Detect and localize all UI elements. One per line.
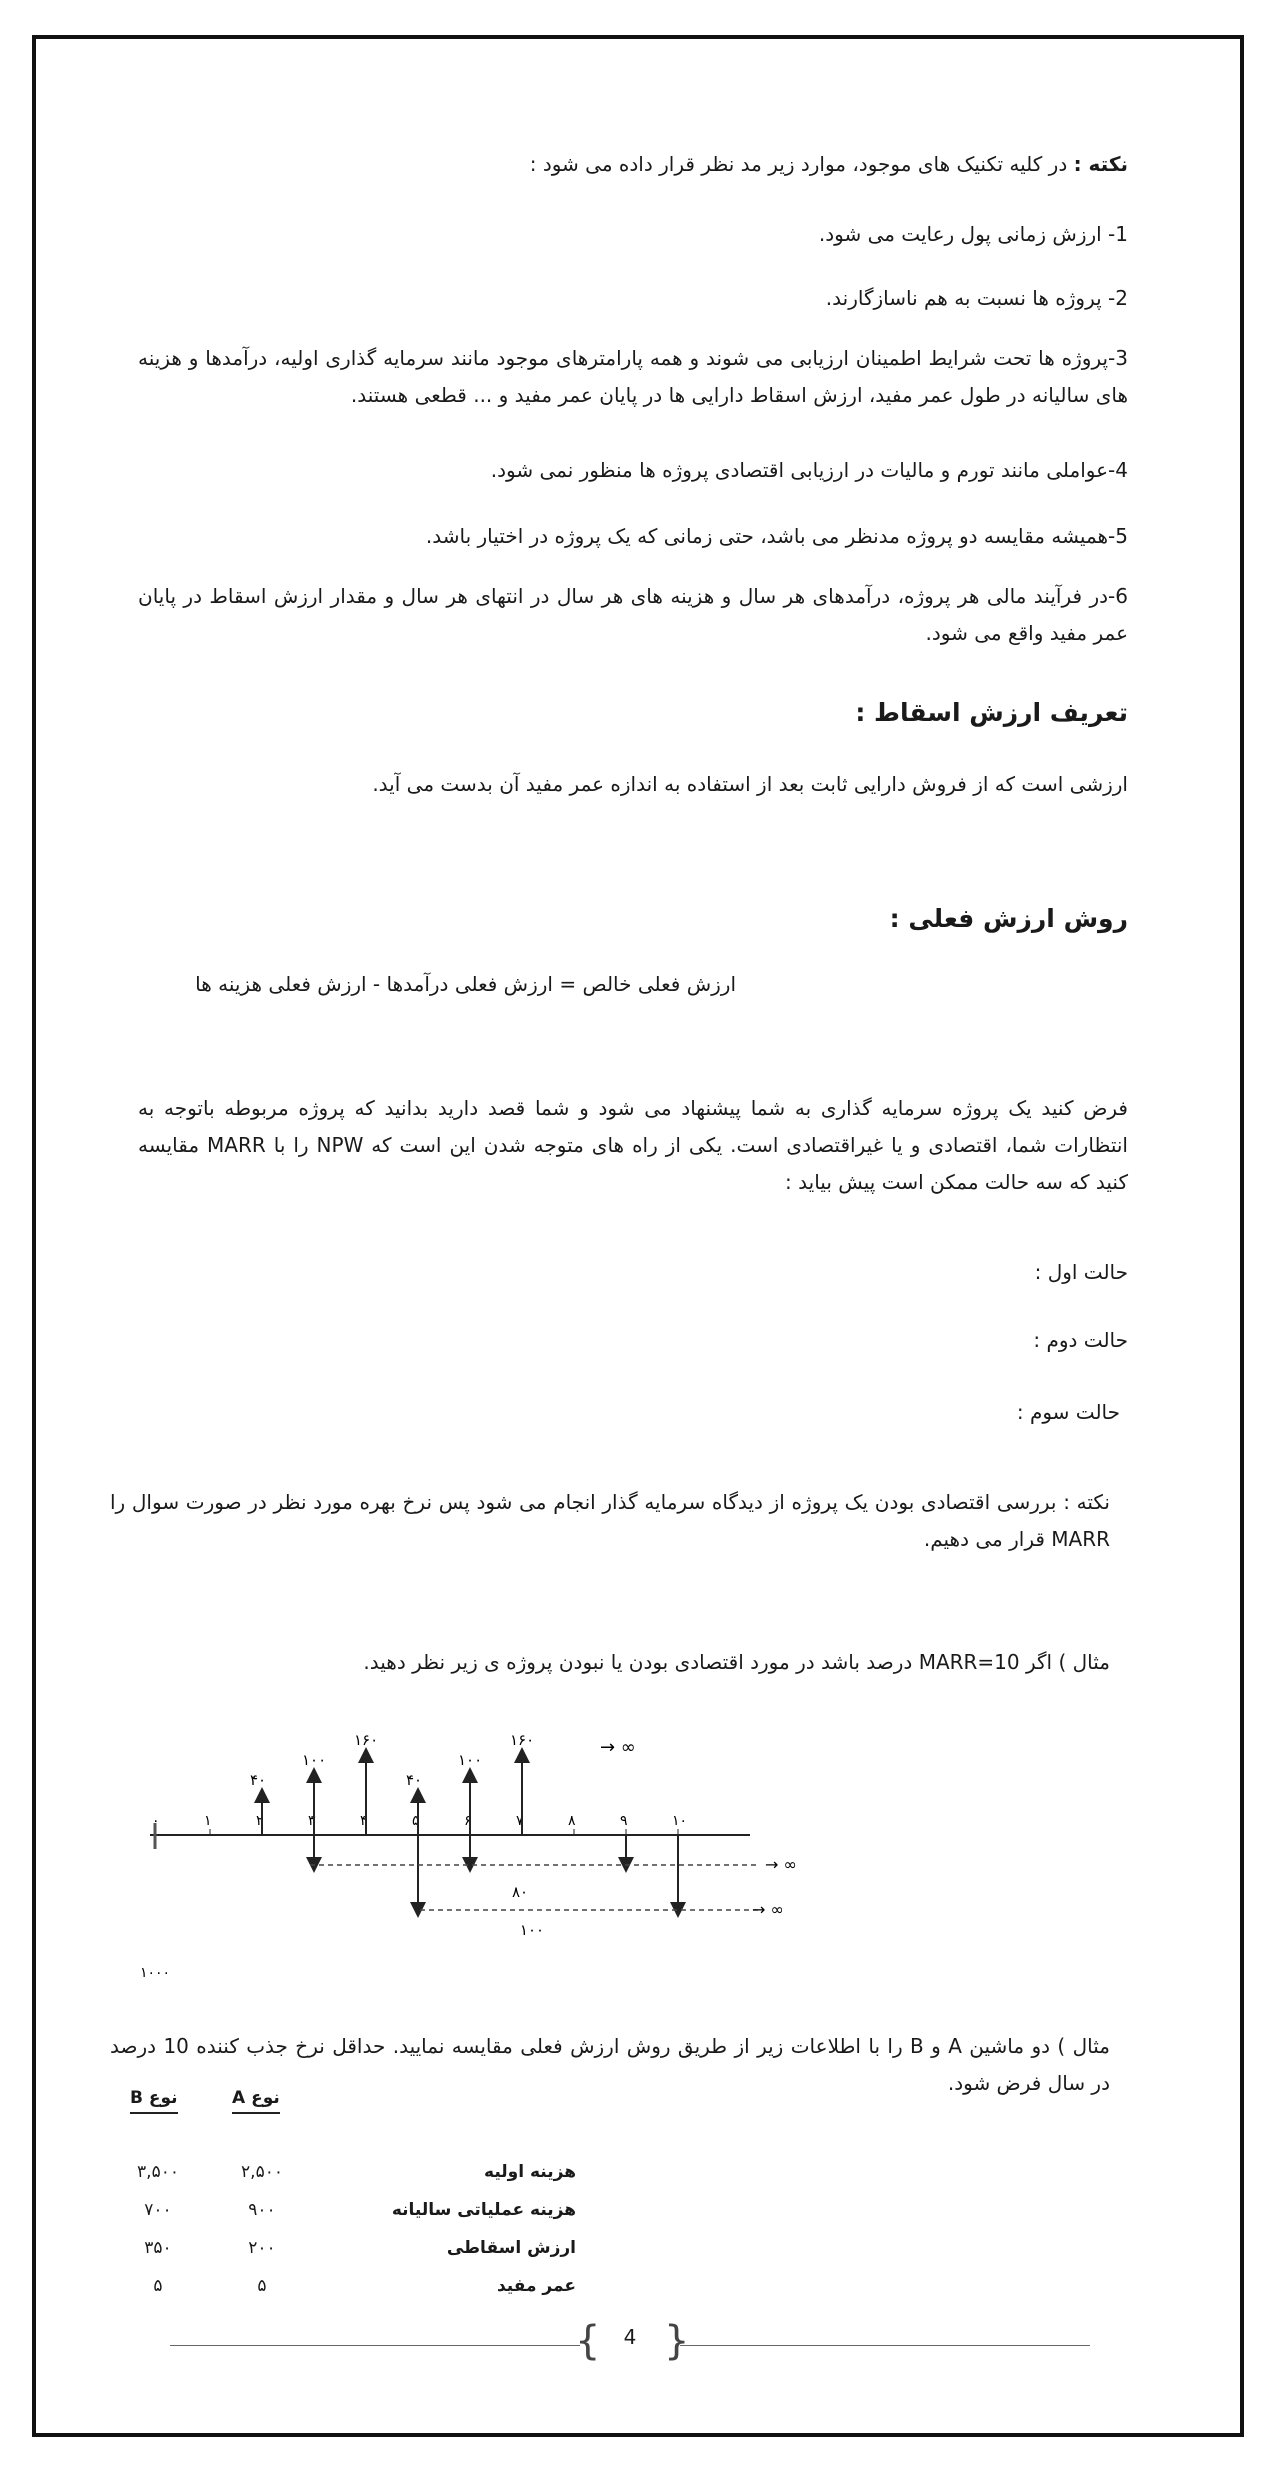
cell-b: ۷۰۰ [144,2200,172,2220]
inf-label-low: → ∞ [752,1900,784,1919]
note-item-4: 4-عواملی مانند تورم و مالیات در ارزیابی اقتصادی پروژه ها منظور نمی شود. [490,458,1128,482]
income-label: ۴۰ [406,1771,423,1789]
year-label: ۰ [152,1813,160,1829]
cell-b: ۵ [153,2276,163,2296]
cell-b: ۳,۵۰۰ [137,2162,179,2182]
row-label: ارزش اسقاطی [446,2238,576,2258]
income-label: ۱۶۰ [354,1731,379,1749]
inf-label-mid: → ∞ [765,1855,797,1874]
year-ticks [152,1813,687,1835]
year-label: ۱۰ [672,1813,688,1829]
note-intro [530,152,1128,176]
cell-a: ۹۰۰ [248,2200,276,2220]
footer-bracket-left: { [575,2318,601,2364]
label-100: ۱۰۰ [519,1921,545,1939]
year-label: ۱ [204,1813,212,1829]
note-intro-text: در کلیه تکنیک های موجود، موارد زیر مد نظر قرار داده می شود : [529,152,1074,176]
pw-paragraph: فرض کنید یک پروژه سرمایه گذاری به شما پیشنهاد می شود و شما قصد دارید بدانید که پروژه مربوطه باتوجه به انتظارات شما، اقتصادی و یا غیراقتصادی است. یکی از راه های متوجه شدن این است که NPW را با MARR مقایسه کنید که سه حالت ممکن است پیش بیاید : [138,1096,1128,1194]
cell-a: ۲۰۰ [248,2238,276,2258]
note-item-1: 1- ارزش زمانی پول رعایت می شود. [818,222,1128,246]
col-b-header: نوع B [130,2088,178,2114]
year-label: ۲ [256,1813,264,1829]
year-label: ۴ [360,1813,368,1829]
note-item-6: 6-در فرآیند مالی هر پروژه، درآمدهای هر سال و هزینه های هر سال در انتهای هر سال و مقدار ارزش اسقاط در پایان عمر مفید واقع می شود. [138,584,1128,645]
example1: مثال ) اگر MARR=10 درصد باشد در مورد اقتصادی بودن یا نبودن پروژه ی زیر نظر دهید. [363,1650,1110,1674]
label-80: ۸۰ [511,1883,529,1901]
year-label: ۶ [464,1813,472,1829]
case-3: حالت سوم : [1016,1400,1120,1424]
note2: نکته : بررسی اقتصادی بودن یک پروژه از دیدگاه سرمایه گذار انجام می شود پس نرخ بهره مورد نظر در صورت سوال را MARR قرار می دهیم. [110,1490,1110,1551]
cell-a: ۵ [257,2276,267,2296]
case-1: حالت اول : [1034,1260,1128,1284]
pw-heading: روش ارزش فعلی : [889,904,1128,933]
cash-flow-diagram [120,1725,820,1985]
row-label: هزینه عملیاتی سالیانه [391,2200,576,2220]
cell-b: ۳۵۰ [144,2238,172,2258]
row-label: عمر مفید [496,2276,576,2296]
footer-line-right [680,2345,1090,2346]
row-label: هزینه اولیه [484,2162,576,2182]
income-label: ۱۰۰ [458,1751,483,1769]
year-label: ۸ [568,1813,576,1829]
inf-label-top: → ∞ [600,1737,636,1758]
year-label: ۷ [516,1813,524,1829]
income-label: ۱۶۰ [510,1731,535,1749]
year-label: ۵ [412,1813,420,1829]
case-2: حالت دوم : [1033,1328,1128,1352]
income-label: ۱۰۰ [302,1751,327,1769]
year-label: ۹ [620,1813,628,1829]
footer-line-left [170,2345,580,2346]
salvage-heading: تعریف ارزش اسقاط : [855,698,1128,727]
page-number: 4 [623,2325,637,2349]
footer-bracket-right: } [664,2318,690,2364]
cell-a: ۲,۵۰۰ [241,2162,283,2182]
initial-investment: ۱۰۰۰ [140,1965,171,1981]
pw-formula: ارزش فعلی خالص = ارزش فعلی درآمدها - ارزش فعلی هزینه ها [195,972,736,996]
col-a-header: نوع A [232,2088,280,2114]
year-label: ۳ [308,1813,316,1829]
note-item-5: 5-همیشه مقایسه دو پروژه مدنظر می باشد، حتی زمانی که یک پروژه در اختیار باشد. [425,524,1128,548]
note-item-2: 2- پروژه ها نسبت به هم ناسازگارند. [825,286,1128,310]
salvage-text: ارزشی است که از فروش دارایی ثابت بعد از استفاده به اندازه عمر مفید آن بدست می آید. [372,772,1128,796]
note-label: نکته : [1073,152,1128,176]
note-item-3: 3-پروژه ها تحت شرایط اطمینان ارزیابی می شوند و همه پارامترهای موجود مانند سرمایه گذاری اولیه، درآمدها و هزینه های سالیانه در طول عمر مفید، ارزش اسقاط دارایی ها در پایان عمر مفید و ... قطعی هستند. [138,346,1128,407]
income-label: ۴۰ [250,1771,267,1789]
example2-text: مثال ) دو ماشین A و B را با اطلاعات زیر از طریق روش ارزش فعلی مقایسه نمایید. حداقل نرخ جذب کننده 10 درصد در سال فرض شود. [110,2034,1110,2095]
